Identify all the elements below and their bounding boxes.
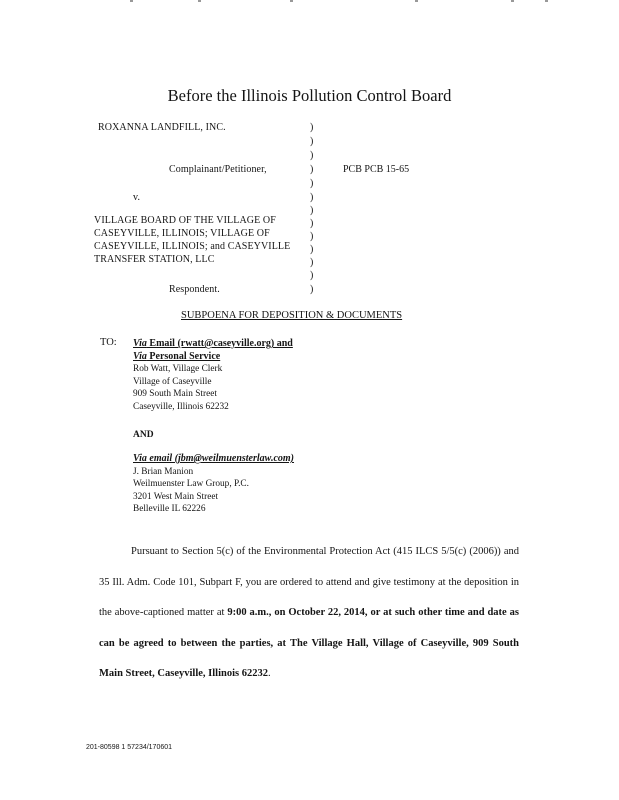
recipient-1-block xyxy=(133,338,293,413)
body-end: . xyxy=(267,668,271,680)
caption-paren: ) xyxy=(310,218,314,229)
caption-paren: ) xyxy=(310,284,314,295)
document-footer-id: 201-80598 1 57234/170601 xyxy=(86,744,173,751)
recipient-2-name: J. Brian Manion xyxy=(133,466,194,477)
recipient-1-street: 909 South Main Street xyxy=(133,389,217,399)
recipient-1-city: Caseyville, Illinois 62232 xyxy=(133,401,229,412)
caption-paren: ) xyxy=(310,257,314,268)
caption-paren: ) xyxy=(310,205,314,216)
respondent-role: Respondent. xyxy=(169,284,220,295)
respondent-line-4: TRANSFER STATION, LLC xyxy=(94,254,215,265)
subpoena-heading: SUBPOENA FOR DEPOSITION & DOCUMENTS xyxy=(181,310,403,321)
to-label: TO: xyxy=(100,337,117,348)
caption-paren: ) xyxy=(310,231,314,242)
recipient-2-delivery-line: Via email (jbm@weilmuensterlaw.com) xyxy=(133,453,295,464)
recipient-2-city: Belleville IL 62226 xyxy=(133,504,206,514)
caption-paren: ) xyxy=(310,150,314,161)
body-deposition-details: 9:00 a.m., on October 22, 2014, or at such other time and date as can be agreed to between the parties, at The Village Hall, Village of Caseyville, 909 South Main Street, Caseyville, Illinois 62232 xyxy=(99,607,519,680)
body-paragraph xyxy=(99,537,519,690)
respondent-line-1: VILLAGE BOARD OF THE VILLAGE OF xyxy=(94,215,276,226)
caption-paren: ) xyxy=(310,178,314,189)
respondent-line-3: CASEYVILLE, ILLINOIS; and CASEYVILLE xyxy=(94,241,291,252)
recipient-2-org: Weilmuenster Law Group, P.C. xyxy=(133,479,249,489)
respondent-line-2: CASEYVILLE, ILLINOIS; VILLAGE OF xyxy=(94,228,270,239)
complainant-role: Complainant/Petitioner, xyxy=(169,164,267,175)
and-label: AND xyxy=(133,430,154,440)
page-title: Before the Illinois Pollution Control Board xyxy=(167,86,452,105)
caption-paren: ) xyxy=(310,164,314,175)
scan-marks xyxy=(0,0,619,6)
caption-paren: ) xyxy=(310,244,314,255)
caption-paren: ) xyxy=(310,136,314,147)
case-number: PCB PCB 15-65 xyxy=(343,164,410,175)
caption-paren: ) xyxy=(310,192,314,203)
recipient-1-org: Village of Caseyville xyxy=(133,376,212,387)
complainant-name: ROXANNA LANDFILL, INC. xyxy=(98,122,226,133)
recipient-2-block xyxy=(133,453,294,516)
body-text: Pursuant to Section 5(c) of the Environmental Protection Act (415 ILCS 5/5(c) (2006)) and 35 Ill. Adm. Code 101, Subpart F, you are ordered to attend and give testimony at the deposition in the above-captioned matter at xyxy=(99,546,519,619)
recipient-1-name: Rob Watt, Village Clerk xyxy=(133,364,223,374)
caption-paren: ) xyxy=(310,122,314,133)
versus-label: v. xyxy=(133,192,141,203)
recipient-2-street: 3201 West Main Street xyxy=(133,491,219,502)
recipient-1-delivery-line-1: Via Email (rwatt@caseyville.org) and xyxy=(133,338,293,349)
caption-paren: ) xyxy=(310,270,314,281)
recipient-1-delivery-line-2: Via Personal Service xyxy=(133,350,221,362)
